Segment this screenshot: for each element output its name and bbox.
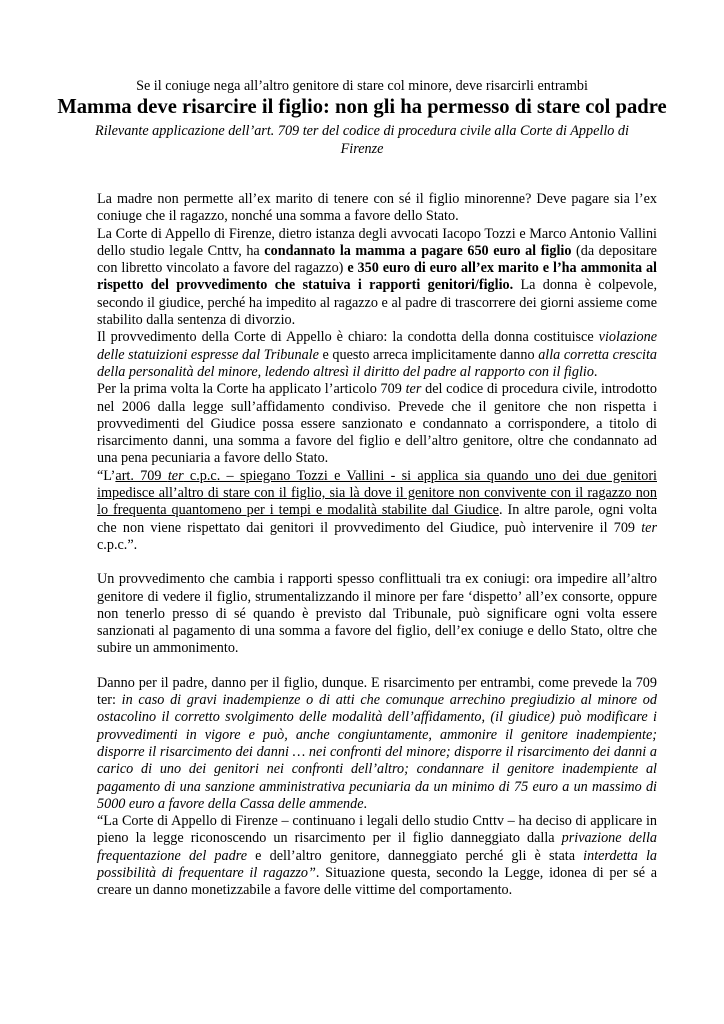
page-title: Mamma deve risarcire il figlio: non gli ha permesso di stare col padre [57,96,667,118]
italic-text: violazione delle statuizioni espresse dal Tribunale [97,329,657,363]
paragraph-court-ruling [97,226,657,330]
paragraph-text: La madre non permette all’ex marito di tenere con sé il figlio minorenne? Deve pagare sia l’ex coniuge che il ragazzo, nonché una somma a favore dello Stato. [97,191,657,225]
italic-text: ter [641,519,657,536]
paragraph-conclusion [97,813,657,899]
italic-text: privazione della frequentazione del padre [97,830,657,864]
subtitle: Rilevante applicazione dell’art. 709 ter del codice di procedura civile alla Corte di Appello di Firenze [95,123,629,157]
italic-text: ter [405,381,422,398]
text-run: art. 709 [115,467,168,484]
bold-text: e 350 euro di euro all’ex marito e l’ha ammonita al rispetto del provvedimento che statuiva i rapporti genitori/figlio. [97,260,657,294]
text-run: Il provvedimento della Corte di Appello è chiaro: la condotta della donna costituisce [97,329,599,346]
italic-text: in caso di gravi inadempienze o di atti che comunque arrechino pregiudizio al minore od ostacolino il corretto svolgimento delle modalità dell’affidamento, (il giudice) può modificare i provvedimenti in vigore e può, anche congiuntamente, ammonire il genitore inadempiente; disporre il risarcimento dei danni … nei confronti del minore; disporre il risarcimento dei danni a carico di uno dei genitori nei confronti dell’altro; condannare il genitore inadempiente al pagamento di una sanzione amministrativa pecuniaria da un minimo di 75 euro a un massimo di 5000 euro a favore della Cassa delle ammende [97,692,657,812]
bold-text: condannato la mamma a pagare 650 euro al figlio [264,242,572,259]
italic-text: ter [167,467,184,484]
paragraph-article-709 [97,381,657,467]
article-body [97,191,657,900]
text-run: c.p.c.”. [97,536,138,553]
text-run: “La Corte di Appello di Firenze – continuano i legali dello studio Cnttv – ha deciso di applicare in pieno la legge riconoscendo un risarcimento per il figlio danneggiato dalla [97,813,657,847]
paragraph-intro [97,191,657,226]
paragraph-ruling-explanation [97,329,657,381]
paragraph-consequences [97,571,657,657]
text-run: . In altre parole, ogni volta che non viene rispettato dai genitori il provvedimento del Giudice, può intervenire il 709 [97,502,658,536]
text-run: del codice di procedura civile, introdotto nel 2006 dalla legge sull’affidamento condiviso. Prevede che il genitore che non rispetta i provvedimenti del Giudice possa essere sanzionato e condannato a corrispondere, a titolo di risarcimento danni, una somma a favore del figlio e dell’altro genitore, oltre che condannato ad una pena pecuniaria a favore dello Stato. [97,381,657,467]
text-run: c.p.c. – spiegano Tozzi e Vallini - si applica sia quando uno dei due genitori impedisce all’altro di stare con il figlio, sia là dove il genitore non convivente con il ragazzo non lo frequenta quantomeno per i tempi e modalità stabilite dal Giudice [97,467,657,519]
italic-text: alla corretta crescita della personalità del minore, ledendo altresì il diritto del padre al rapporto con il figlio [97,346,657,380]
text-run: e questo arreca implicitamente danno [318,346,539,363]
text-run: . [363,795,368,812]
text-run: Danno per il padre, danno per il figlio, dunque. E risarcimento per entrambi, come prevede la 709 ter: [97,674,657,709]
italic-text: interdetta la possibilità di frequentare il ragazzo” [97,847,657,881]
text-run: La donna è colpevole, secondo il giudice, perché ha impedito al ragazzo e al padre di trascorrere dei giorni assieme come stabilito dalla sentenza di divorzio. [97,277,657,329]
paragraph-text: Un provvedimento che cambia i rapporti spesso conflittuali tra ex coniugi: ora impedire all’altro genitore di vedere il figlio, strumentalizzando il minore per fare ‘dispetto’ all’ex consorte, oppure non tenerlo presso di sé quando è previsto dal Tribunale, può significare ogni volta essere sanzionati al pagamento di una somma a favore del figlio, dell’ex coniuge e dello Stato, oltre che subire un ammonimento. [97,571,657,657]
text-run: (da depositare con libretto vincolato a favore del ragazzo) [97,242,657,277]
text-run: “L’ [97,467,116,484]
text-run: La Corte di Appello di Firenze, dietro istanza degli avvocati Iacopo Tozzi e Marco Antonio Vallini dello studio legale Cnttv, ha [97,225,657,259]
paragraph-law-text [97,675,657,813]
text-run: . Situazione questa, secondo la Legge, idonea di per sé a creare un danno monetizzabile a favore delle vittime del comportamento. [97,864,657,899]
paragraph-lawyers-quote [97,468,657,554]
text-run: . [593,363,598,380]
pre-title: Se il coniuge nega all’altro genitore di stare col minore, deve risarcirli entrambi [136,78,588,94]
text-run: Per la prima volta la Corte ha applicato l’articolo 709 [97,381,406,398]
text-run: e dell’altro genitore, danneggiato perché gli è stata [247,847,584,864]
